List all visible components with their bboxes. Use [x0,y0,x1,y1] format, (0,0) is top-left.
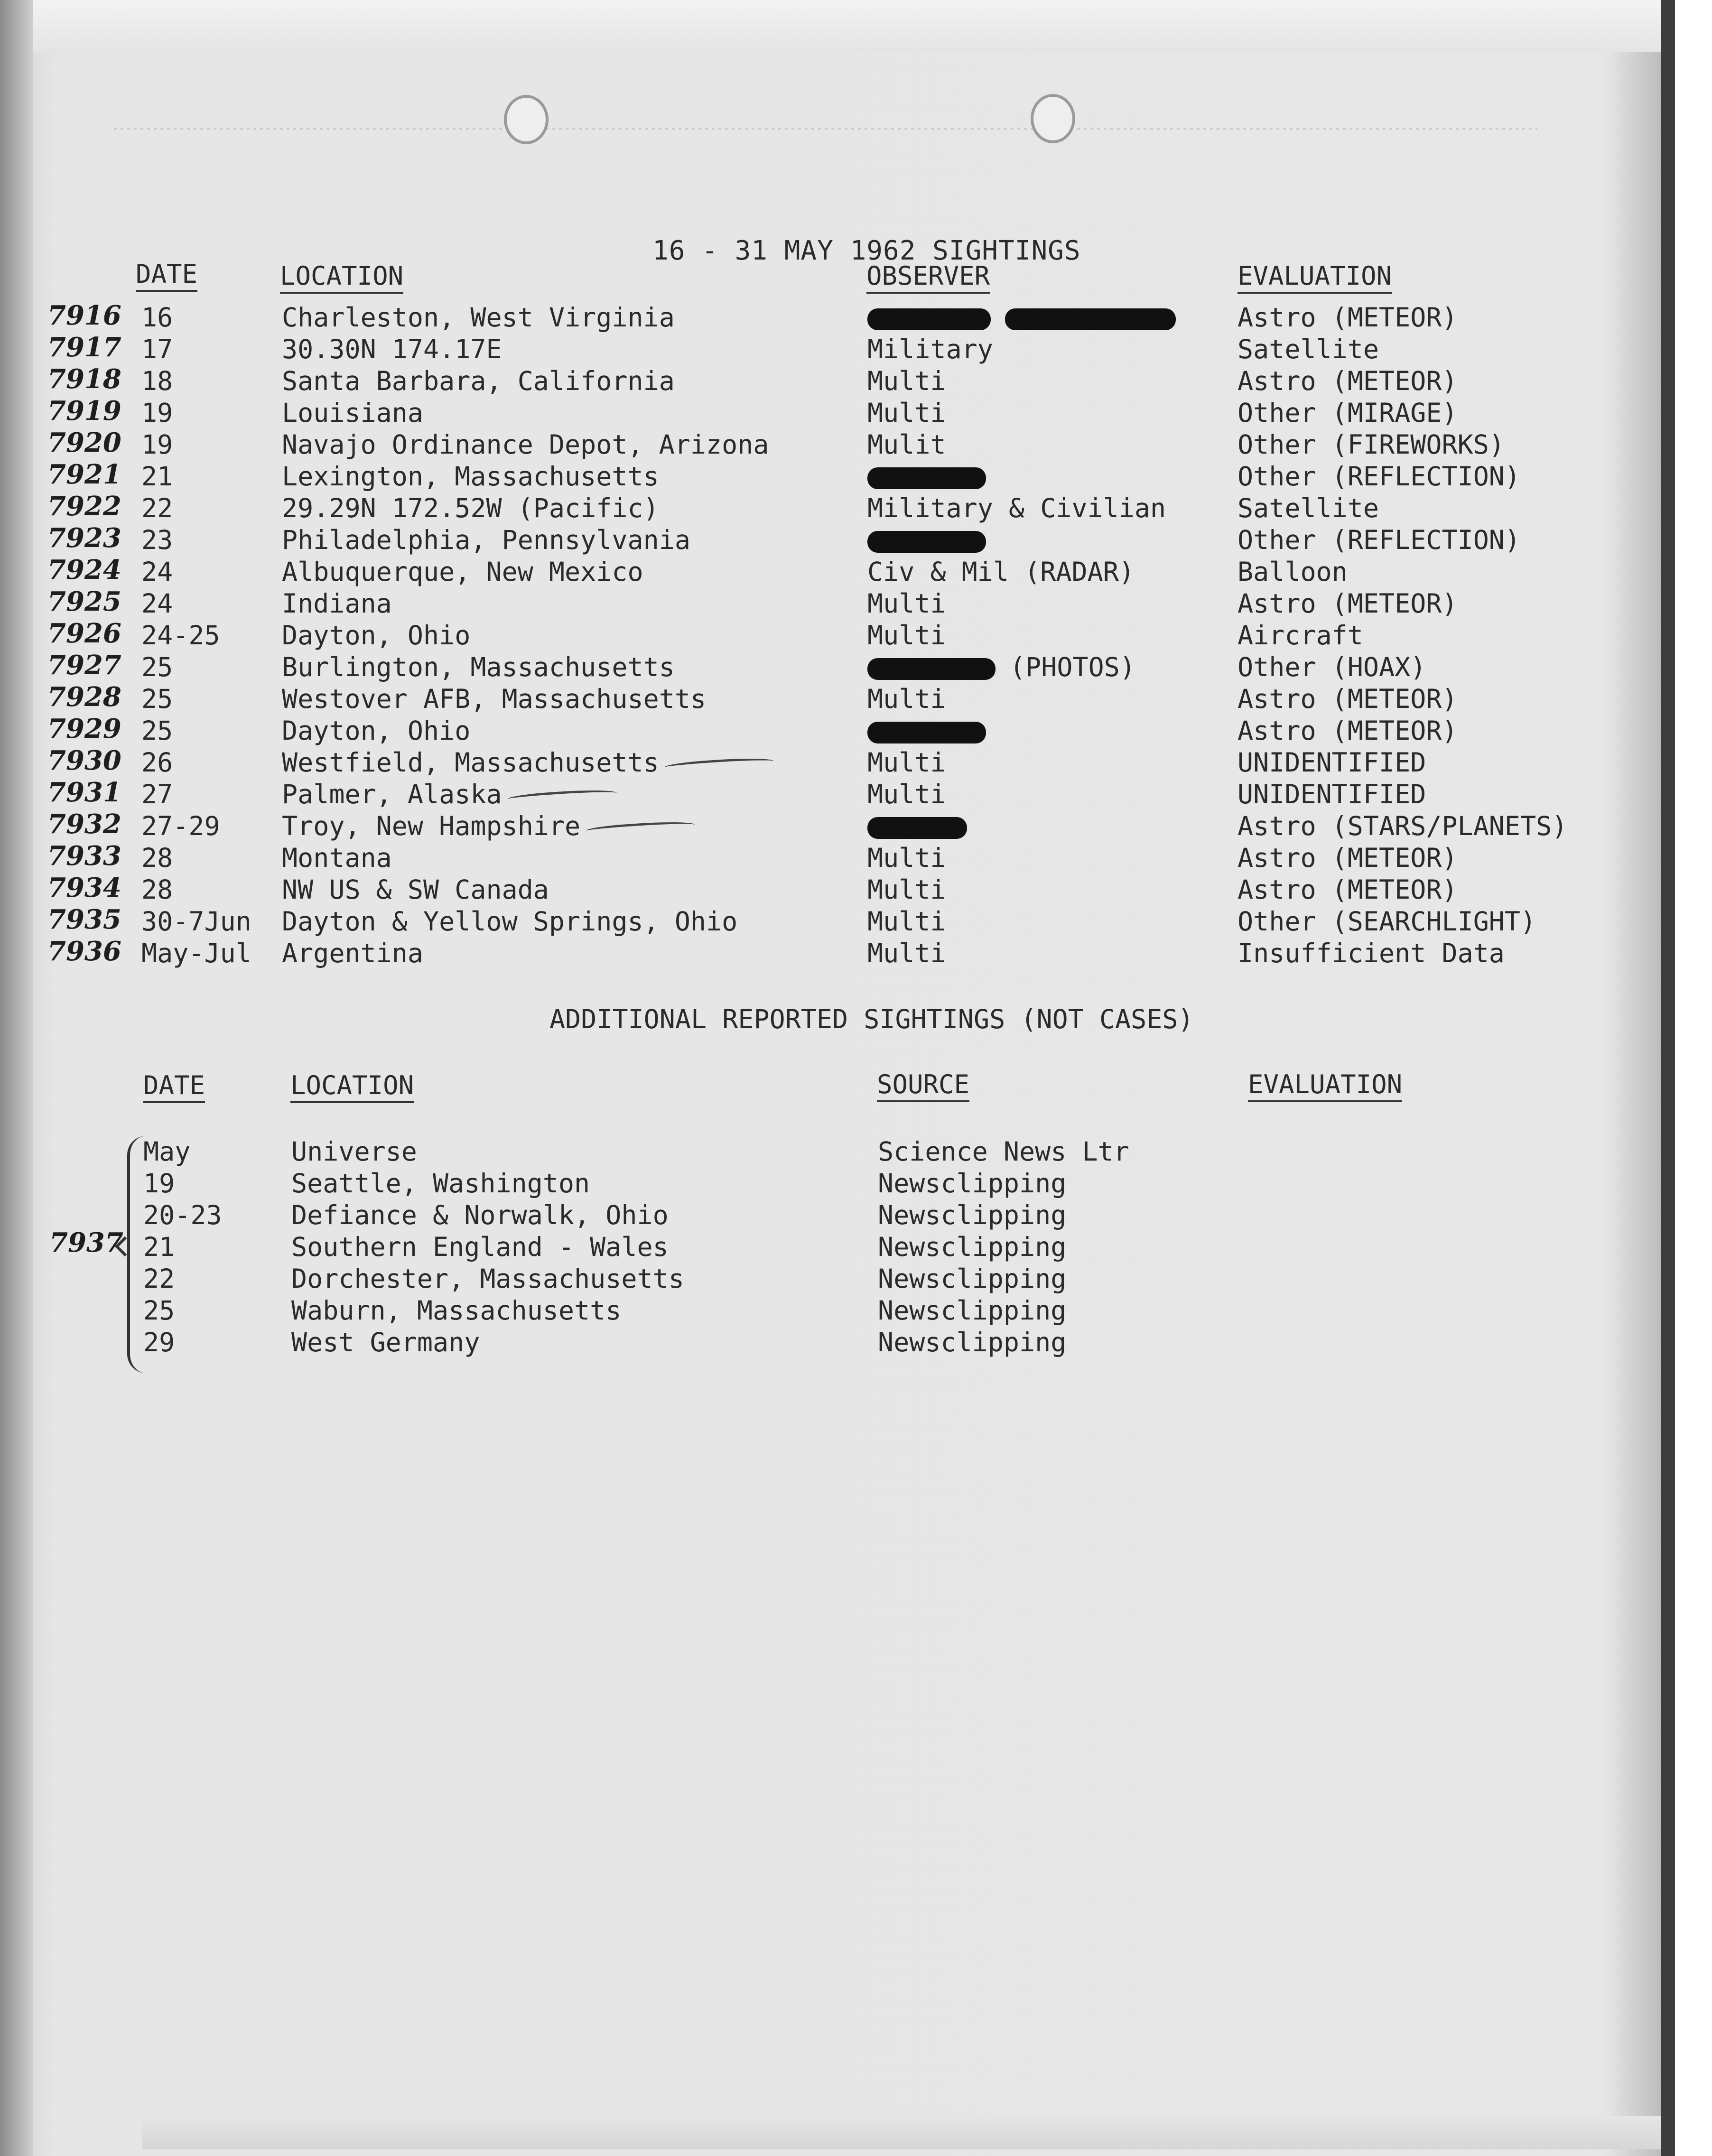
location-text: Lexington, Massachusetts [282,461,659,492]
observer [867,715,1190,747]
location-text: Dayton & Yellow Springs, Ohio [282,906,738,937]
sighting-date: 27 [141,779,173,809]
observer [867,461,1190,493]
additional-header-source: SOURCE [877,1069,969,1099]
scan-right-edge [1661,0,1675,2156]
observer-text: Multi [867,779,946,809]
struck-out-handwriting [664,756,774,772]
observer-text: Multi [867,874,946,905]
sighting-location [282,556,774,588]
evaluation: Astro (METEOR) [1237,588,1458,619]
perforation-line [114,128,1537,130]
additional-date: 22 [143,1264,175,1294]
additional-location: Dorchester, Massachusetts [291,1264,684,1294]
sighting-date: 30-7Jun [141,906,251,937]
struck-out-handwriting [586,819,696,836]
evaluation: Astro (METEOR) [1237,302,1458,333]
location-text: Indiana [282,588,392,619]
header-location: LOCATION [280,261,403,291]
case-number: 7922 [47,491,121,522]
location-text: Argentina [282,938,424,968]
observer [867,683,1190,715]
location-text: Philadelphia, Pennsylvania [282,525,690,555]
evaluation: Astro (METEOR) [1237,684,1458,714]
location-text: Palmer, Alaska [282,779,502,809]
observer [867,429,1190,461]
case-number: 7936 [47,936,121,967]
sighting-date: 25 [141,684,173,714]
evaluation: Aircraft [1237,620,1363,651]
observer [867,620,1190,651]
redaction-mark [1005,308,1176,330]
case-number: 7918 [47,363,121,395]
sighting-date: 26 [141,747,173,778]
additional-date: 20-23 [143,1200,222,1230]
evaluation: Balloon [1237,557,1348,587]
observer [867,334,1190,365]
location-text: Charleston, West Virginia [282,302,675,333]
location-text: Dayton, Ohio [282,716,471,746]
case-number: 7919 [47,395,121,427]
observer-text: Civ & Mil (RADAR) [867,557,1135,587]
case-number: 7916 [47,300,121,331]
additional-location: Waburn, Massachusetts [291,1295,622,1326]
additional-source: Newsclipping [878,1232,1067,1262]
evaluation: Other (REFLECTION) [1237,525,1521,555]
scan-left-edge [0,0,33,2156]
additional-source: Newsclipping [878,1264,1067,1294]
sighting-location [282,715,774,747]
observer-text: Multi [867,684,946,714]
sighting-date: May-Jul [141,938,251,968]
location-column [282,302,774,969]
redaction-mark [867,308,991,330]
evaluation: Satellite [1237,334,1379,364]
sighting-date: 28 [141,874,173,905]
sighting-date: 18 [141,366,173,396]
date-column [141,302,251,969]
evaluation: Other (HOAX) [1237,652,1426,682]
observer-column [867,302,1190,969]
case-number: 7928 [47,681,121,713]
location-text: Navajo Ordinance Depot, Arizona [282,429,769,460]
scan-top-edge [33,0,1675,52]
additional-date: 21 [143,1232,175,1262]
case-number: 7926 [47,618,121,649]
case-number: 7925 [47,586,121,617]
observer-text: Multi [867,906,946,937]
evaluation: Astro (METEOR) [1237,843,1458,873]
case-number: 7934 [47,872,121,903]
observer-text: Multi [867,398,946,428]
case-number: 7920 [47,427,121,458]
observer [867,365,1190,397]
additional-date: May [143,1136,191,1167]
case-number: 7933 [47,840,121,872]
additional-source: Newsclipping [878,1295,1067,1326]
page-title: 16 - 31 MAY 1962 SIGHTINGS [652,235,1081,266]
sighting-date: 21 [141,461,173,492]
location-text: Santa Barbara, California [282,366,675,396]
evaluation: UNIDENTIFIED [1237,779,1426,809]
case-number: 7935 [47,904,121,935]
observer-text: Multi [867,747,946,778]
case-number: 7917 [47,332,121,363]
additional-date: 29 [143,1327,175,1357]
header-observer: OBSERVER [866,261,990,291]
sighting-location [282,906,774,938]
sighting-location [282,461,774,493]
additional-case-number: 7937 [49,1227,123,1258]
punch-hole-right [1031,94,1075,143]
sighting-location [282,588,774,620]
observer-text: Multi [867,843,946,873]
evaluation: Astro (METEOR) [1237,366,1458,396]
observer-text: Multi [867,588,946,619]
observer [867,874,1190,906]
sighting-date: 19 [141,398,173,428]
case-number: 7930 [47,745,121,776]
redaction-mark [867,722,986,743]
sighting-date: 17 [141,334,173,364]
sighting-location [282,334,774,365]
sighting-location [282,524,774,556]
case-number: 7929 [47,713,121,744]
sighting-location [282,493,774,524]
additional-source: Newsclipping [878,1168,1067,1199]
observer [867,906,1190,938]
evaluation: Astro (STARS/PLANETS) [1237,811,1568,841]
case-number: 7924 [47,554,121,585]
observer-text: Mulit [867,429,946,460]
sighting-date: 25 [141,716,173,746]
observer [867,302,1190,334]
observer [867,810,1190,842]
observer [867,556,1190,588]
observer [867,493,1190,524]
sighting-location [282,651,774,683]
additional-header-location: LOCATION [290,1070,414,1100]
observer-text: Multi [867,938,946,968]
observer [867,588,1190,620]
evaluation: Other (SEARCHLIGHT) [1237,906,1536,937]
additional-location: Defiance & Norwalk, Ohio [291,1200,669,1230]
observer [867,747,1190,779]
location-text: Westfield, Massachusetts [282,747,659,778]
sighting-date: 24-25 [141,620,220,651]
sighting-location [282,810,774,842]
additional-source: Science News Ltr [878,1136,1129,1167]
location-text: 29.29N 172.52W (Pacific) [282,493,659,523]
additional-location-column [291,1136,684,1358]
additional-location: Seattle, Washington [291,1168,590,1199]
evaluation: UNIDENTIFIED [1237,747,1426,778]
evaluation: Astro (METEOR) [1237,874,1458,905]
additional-source-column [878,1136,1129,1358]
additional-source: Newsclipping [878,1200,1067,1230]
evaluation: Insufficient Data [1237,938,1505,968]
case-number: 7932 [47,808,121,840]
struck-out-handwriting [507,788,617,804]
sighting-location [282,779,774,810]
additional-date: 25 [143,1295,175,1326]
sighting-date: 16 [141,302,173,333]
observer [867,938,1190,969]
sighting-date: 24 [141,588,173,619]
evaluation: Other (MIRAGE) [1237,398,1458,428]
observer-text: Multi [867,620,946,651]
sighting-date: 28 [141,843,173,873]
observer-text: Multi [867,366,946,396]
evaluation: Other (FIREWORKS) [1237,429,1505,460]
header-evaluation: EVALUATION [1237,261,1392,291]
additional-date-column [143,1136,222,1358]
evaluation: Astro (METEOR) [1237,716,1458,746]
location-text: Louisiana [282,398,424,428]
evaluation: Other (REFLECTION) [1237,461,1521,492]
redaction-mark [867,658,996,680]
observer [867,524,1190,556]
sighting-location [282,874,774,906]
location-text: NW US & SW Canada [282,874,549,905]
sighting-date: 19 [141,429,173,460]
sighting-location [282,365,774,397]
observer-text: Military [867,334,993,364]
observer [867,651,1190,683]
sighting-location [282,429,774,461]
sighting-location [282,620,774,651]
header-date: DATE [136,259,197,289]
location-text: Dayton, Ohio [282,620,471,651]
punch-hole-left [504,95,549,144]
sighting-location [282,842,774,874]
observer-text: Military & Civilian [867,493,1166,523]
case-number-column [47,300,121,967]
case-number: 7927 [47,650,121,681]
sighting-date: 22 [141,493,173,523]
sighting-location [282,683,774,715]
sighting-location [282,302,774,334]
scan-bottom-band [142,2116,1661,2149]
additional-location: Universe [291,1136,417,1167]
case-number: 7931 [47,777,121,808]
sighting-location [282,747,774,779]
evaluation-column [1237,302,1567,969]
location-text: Westover AFB, Massachusetts [282,684,707,714]
observer [867,779,1190,810]
location-text: 30.30N 174.17E [282,334,502,364]
observer [867,842,1190,874]
location-text: Albuquerque, New Mexico [282,557,643,587]
evaluation: Satellite [1237,493,1379,523]
sighting-date: 23 [141,525,173,555]
location-text: Montana [282,843,392,873]
sighting-location [282,938,774,969]
sighting-date: 24 [141,557,173,587]
observer-text: (PHOTOS) [1010,652,1135,682]
location-text: Troy, New Hampshire [282,811,581,841]
redaction-mark [867,467,986,489]
additional-location: West Germany [291,1327,480,1357]
redaction-mark [867,817,967,839]
sighting-location [282,397,774,429]
additional-location: Southern England - Wales [291,1232,669,1262]
additional-source: Newsclipping [878,1327,1067,1357]
case-number: 7923 [47,522,121,554]
location-text: Burlington, Massachusetts [282,652,675,682]
additional-header-date: DATE [143,1070,205,1100]
case-number: 7921 [47,459,121,490]
sighting-date: 25 [141,652,173,682]
observer [867,397,1190,429]
additional-date: 19 [143,1168,175,1199]
additional-header-evaluation: EVALUATION [1248,1069,1402,1099]
additional-sightings-title: ADDITIONAL REPORTED SIGHTINGS (NOT CASES) [549,1004,1194,1034]
redaction-mark [867,531,986,553]
sighting-date: 27-29 [141,811,220,841]
